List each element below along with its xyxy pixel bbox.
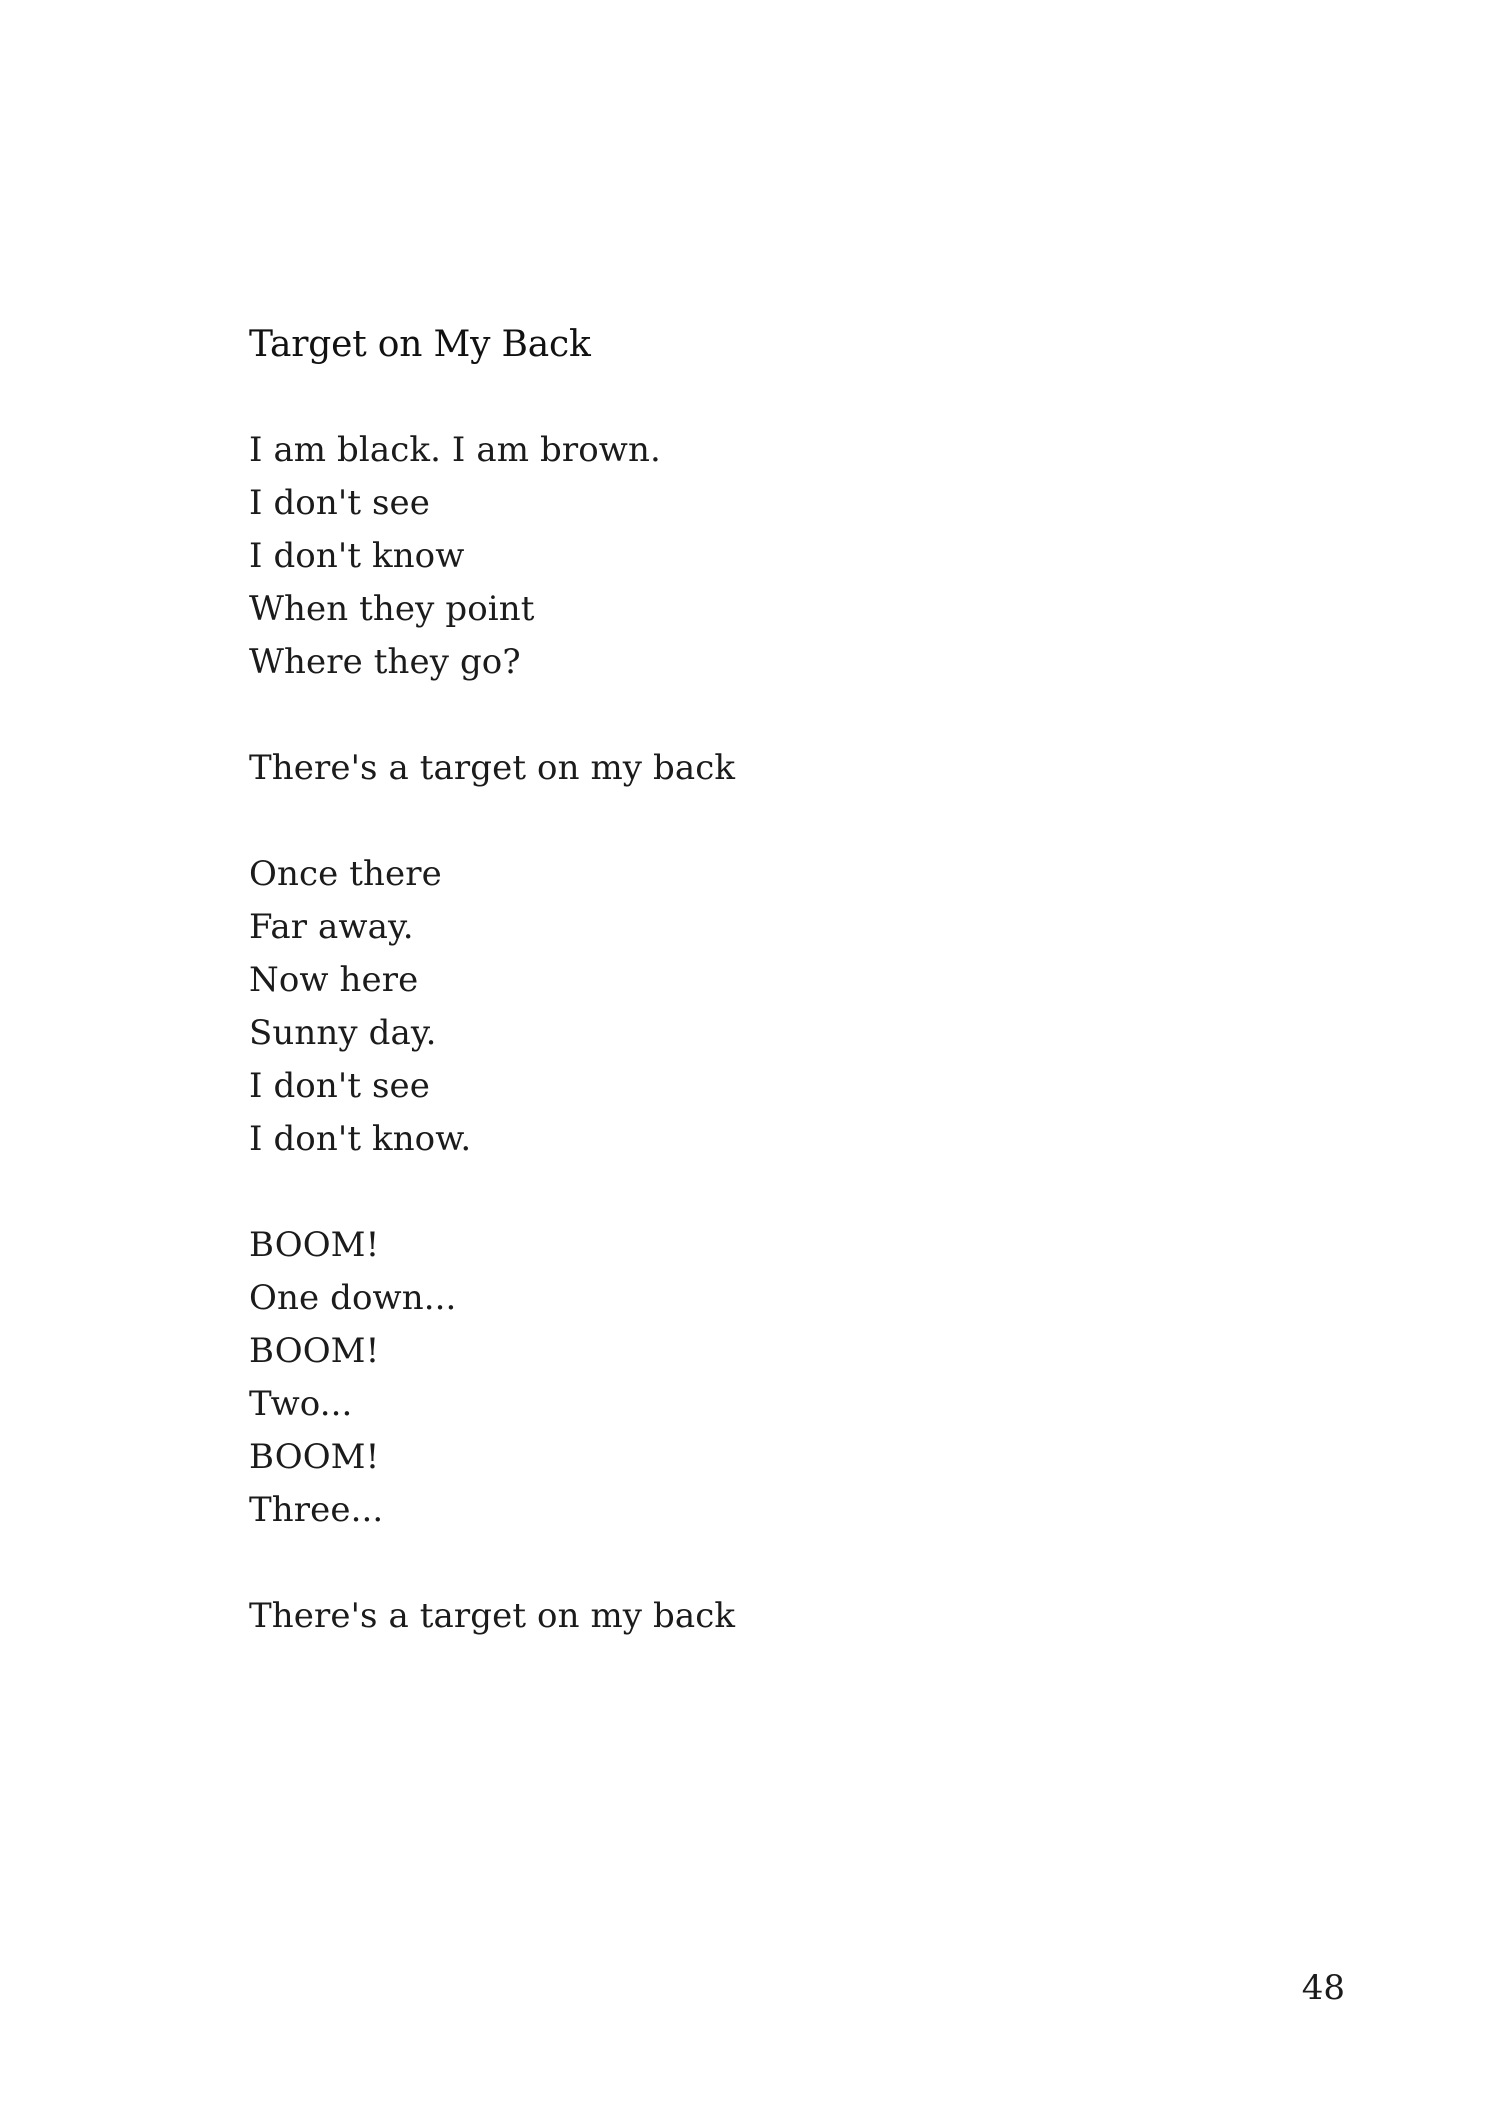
poem-line: Where they go? — [249, 642, 521, 682]
poem-line: BOOM! — [249, 1225, 380, 1265]
poem-line: Three... — [249, 1490, 384, 1530]
page-number: 48 — [1301, 1968, 1345, 2008]
poem-line: Once there — [249, 854, 442, 894]
poem-line: I don't see — [249, 1066, 430, 1106]
stanza-1 — [249, 424, 1249, 689]
stanza-4 — [249, 1219, 1249, 1537]
poem-line: One down... — [249, 1278, 457, 1318]
poem-line: Far away. — [249, 907, 414, 947]
poem-line: I am black. I am brown. — [249, 430, 661, 470]
poem-line: BOOM! — [249, 1437, 380, 1477]
poem-line: BOOM! — [249, 1331, 380, 1371]
poem — [249, 318, 1249, 1696]
poem-line: Sunny day. — [249, 1013, 437, 1053]
poem-line: I don't know — [249, 536, 465, 576]
stanza-5 — [249, 1590, 1249, 1643]
poem-line: There's a target on my back — [249, 1596, 736, 1636]
poem-line: I don't know. — [249, 1119, 472, 1159]
poem-line: I don't see — [249, 483, 430, 523]
poem-title: Target on My Back — [249, 324, 591, 365]
poem-line: Two... — [249, 1384, 353, 1424]
poem-line: There's a target on my back — [249, 748, 736, 788]
stanza-3 — [249, 848, 1249, 1166]
stanza-2 — [249, 742, 1249, 795]
poem-line: Now here — [249, 960, 419, 1000]
poem-line: When they point — [249, 589, 535, 629]
